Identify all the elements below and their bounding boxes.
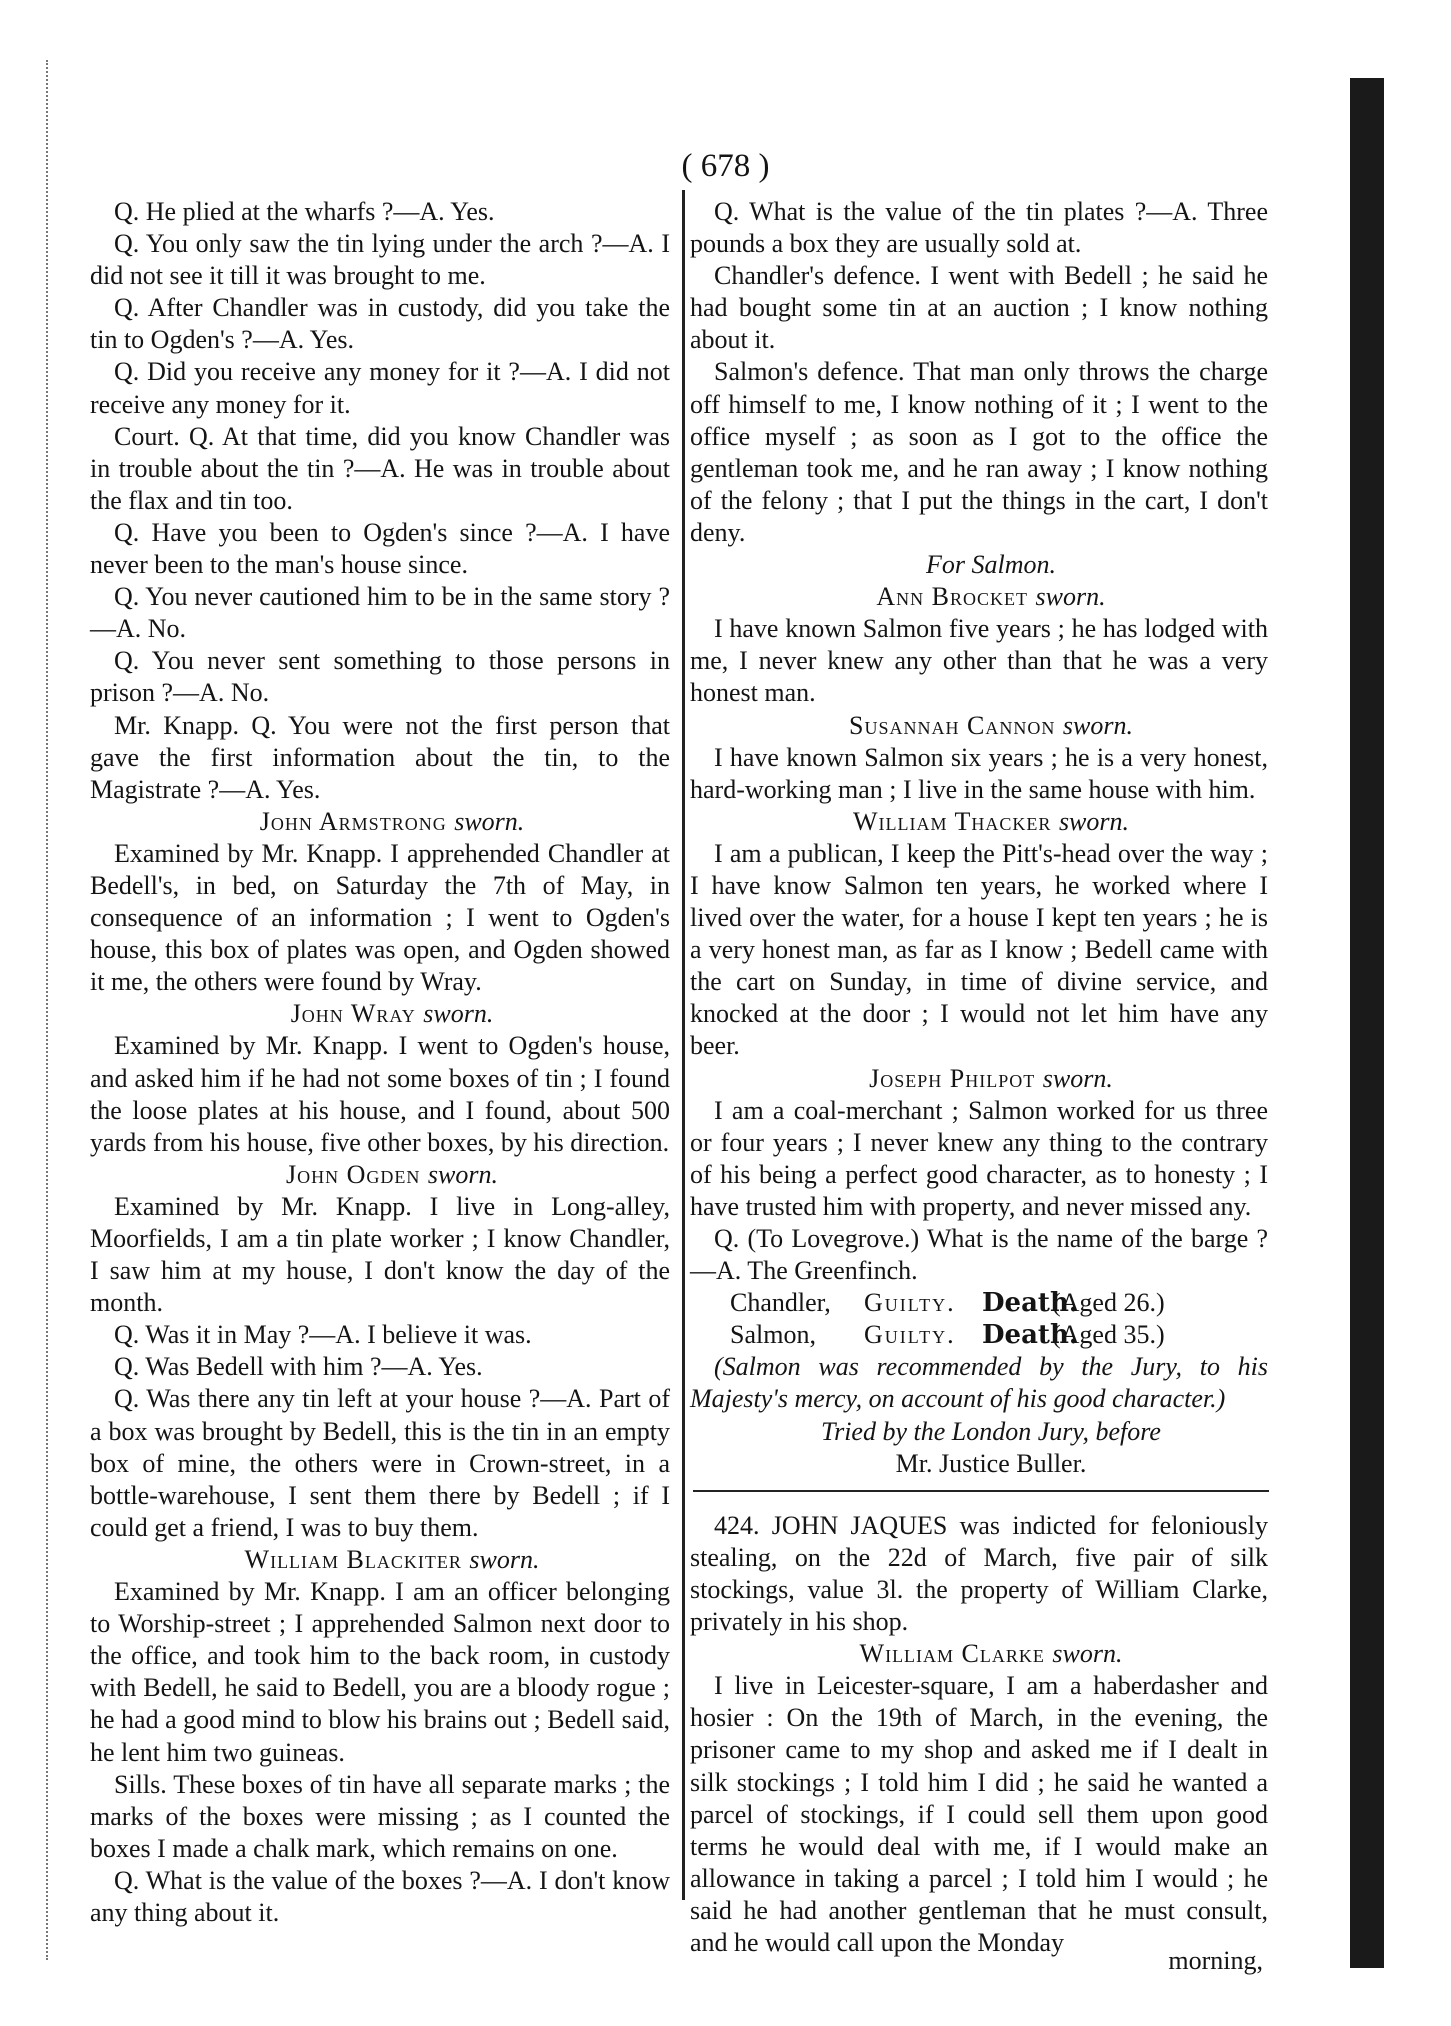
testimony-paragraph: Court. Q. At that time, did you know Chandler was in trouble about the tin ?—A. He was in trouble about the flax and tin too. [90,421,670,515]
case-testimony: I live in Leicester-square, I am a haberdasher and hosier : On the 19th of March, in the evening, the prisoner came to my shop and asked me if I dealt in silk stockings ; I told him I did ; he said he wanted a parcel of stockings, if I could sell them upon good terms he would deal with me, if I would make an allowance in taking a parcel ; I told him I would ; he said he had another gentleman that he must consult, and he would call upon the Monday [690,1671,1268,1957]
witness-sworn: sworn. [454,806,525,836]
right-column [690,196,1268,1959]
witness-sworn: sworn. [1058,806,1130,836]
section-label: For Salmon. [926,550,1056,580]
recommendation-note: (Salmon was recommended by the Jury, to his Majesty's mercy, on account of his good character.) [690,1352,1268,1414]
right-column-body [690,196,1268,1287]
testimony-paragraph: Q. You never cautioned him to be in the same story ?—A. No. [90,582,670,644]
witness-sworn: sworn. [1035,582,1106,612]
witness-heading [690,1638,1268,1670]
witness-name: William Thacker [852,806,1052,836]
witness-heading [90,998,670,1030]
witness-name: William Blackiter [244,1544,462,1574]
verdict-result: Guilty. [864,1320,956,1350]
case-separator-rule [693,1490,1269,1492]
witness-heading [690,806,1268,838]
witness-name: Susannah Cannon [849,710,1056,740]
testimony-paragraph: I have known Salmon five years ; he has lodged with me, I never knew any other than that he was a very honest man. [690,614,1268,708]
testimony-paragraph: I am a coal-merchant ; Salmon worked for us three or four years ; I never knew any thing to the contrary of his being a perfect good character, as to honesty ; I have trusted him with property, and never missed any. [690,1095,1268,1221]
catchword: morning, [1168,1946,1263,1975]
witness-name: Joseph Philpot [869,1063,1036,1093]
testimony-paragraph: I am a publican, I keep the Pitt's-head over the way ; I have know Salmon ten years, he worked where I lived over the water, for a house I kept ten years ; he is a very honest man, as far as I know ; Bedell came with the cart on Sunday, in time of divine service, and knocked at the door ; I would not let him have any beer. [690,838,1268,1061]
testimony-paragraph: Q. You never sent something to those persons in prison ?—A. No. [90,646,670,708]
verdict-age: (Aged 35.) [1052,1320,1165,1350]
testimony-paragraph: Q. After Chandler was in custody, did you take the tin to Ogden's ?—A. Yes. [90,293,670,355]
testimony-paragraph: Q. Did you receive any money for it ?—A. I did not receive any money for it. [90,357,670,419]
testimony-paragraph: Q. Was there any tin left at your house ?—A. Part of a box was brought by Bedell, this is the tin in an empty box of mine, the others were in Crown-street, in a bottle-warehouse, I sent them there by Bedell ; if I could get a friend, I was to buy them. [90,1384,670,1542]
testimony-paragraph: Q. You only saw the tin lying under the arch ?—A. I did not see it till it was brought to me. [90,229,670,291]
testimony-paragraph: Examined by Mr. Knapp. I apprehended Chandler at Bedell's, in bed, on Saturday the 7th of May, in consequence of an information ; I went to Ogden's house, this box of plates was open, and Ogden showed it me, the others were found by Wray. [90,838,670,997]
verdict-age: (Aged 26.) [1052,1288,1165,1318]
witness-heading [690,581,1268,613]
page-number: ( 678 ) [681,148,770,184]
verdict-name: Salmon, [730,1320,816,1350]
testimony-paragraph: Q. Have you been to Ogden's since ?—A. I have never been to the man's house since. [90,517,670,580]
verdict-sentence: Death. [982,1320,1078,1351]
testimony-paragraph: Q. Was Bedell with him ?—A. Yes. [114,1352,483,1382]
testimony-paragraph: Chandler's defence. I went with Bedell ; he said he had bought some tin at an auction ; I know nothing about it. [690,261,1268,355]
tried-line: Tried by the London Jury, before [821,1416,1161,1446]
witness-name: William Clarke [859,1639,1045,1669]
testimony-paragraph: Mr. Knapp. Q. You were not the first person that gave the first information about the tin, to the Magistrate ?—A. Yes. [90,710,670,804]
testimony-paragraph: Q. What is the value of the boxes ?—A. I don't know any thing about it. [90,1865,670,1927]
testimony-paragraph: Q. Was it in May ?—A. I believe it was. [114,1320,532,1350]
witness-name: Ann Brocket [876,582,1029,612]
verdict-salmon [690,1319,1268,1351]
witness-heading [90,1159,670,1191]
witness-sworn: sworn. [1052,1639,1123,1669]
witness-heading [690,1063,1268,1095]
witness-name: John Wray [290,999,416,1029]
witness-sworn: sworn. [423,999,494,1029]
verdict-sentence: Death. [982,1288,1078,1319]
testimony-paragraph: Examined by Mr. Knapp. I live in Long-alley, Moorfields, I am a tin plate worker ; I know Chandler, I saw him at my house, I don't know the day of the month. [90,1191,670,1318]
testimony-paragraph: Q. (To Lovegrove.) What is the name of the barge ?—A. The Greenfinch. [690,1224,1268,1286]
witness-heading [690,710,1268,742]
witness-sworn: sworn. [1062,710,1133,740]
witness-name: John Armstrong [259,806,447,836]
testimony-paragraph: Examined by Mr. Knapp. I am an officer belonging to Worship-street ; I apprehended Salmon next door to the office, and took him to the back room, in custody with Bedell, he said to Bedell, you are a bloody rogue ; he had a good mind to blow his brains out ; Bedell said, he lent him two guineas. [90,1577,670,1767]
witness-sworn: sworn. [469,1544,540,1574]
testimony-paragraph: Q. He plied at the wharfs ?—A. Yes. [114,197,495,226]
column-divider [682,190,685,1900]
testimony-paragraph: Sills. These boxes of tin have all separate marks ; the marks of the boxes were missing ; as I counted the boxes I made a chalk mark, which remains on one. [90,1769,670,1863]
testimony-paragraph: I have known Salmon six years ; he is a very honest, hard-working man ; I live in the same house with him. [690,742,1268,804]
verdict-name: Chandler, [730,1288,831,1318]
witness-heading [90,1544,670,1576]
witness-sworn: sworn. [1042,1063,1113,1093]
testimony-paragraph: Examined by Mr. Knapp. I went to Ogden's house, and asked him if he had not some boxes of tin ; I found the loose plates at his house, and I found, about 500 yards from his house, five other boxes, by his direction. [90,1031,670,1157]
binding-edge-shadow [1350,78,1384,1968]
witness-name: John Ogden [286,1159,421,1189]
witness-heading [90,806,670,838]
case-intro: 424. JOHN JAQUES was indicted for feloniously stealing, on the 22d of March, five pair of silk stockings, value 3l. the property of William Clarke, privately in his shop. [690,1510,1268,1637]
testimony-paragraph: Q. What is the value of the tin plates ?—A. Three pounds a box they are usually sold at. [690,197,1268,259]
left-margin-mark [46,60,70,1960]
judge-line: Mr. Justice Buller. [895,1448,1087,1478]
testimony-paragraph: Salmon's defence. That man only throws the charge off himself to me, I know nothing of it ; I went to the office myself ; as soon as I got to the office the gentleman took me, and he ran away ; I know nothing of the felony ; that I put the things in the cart, I don't deny. [690,357,1268,547]
verdict-result: Guilty. [864,1288,956,1318]
left-column [90,196,670,1929]
verdict-chandler [690,1287,1268,1319]
witness-sworn: sworn. [427,1159,498,1189]
section-spacer [690,1480,1268,1510]
